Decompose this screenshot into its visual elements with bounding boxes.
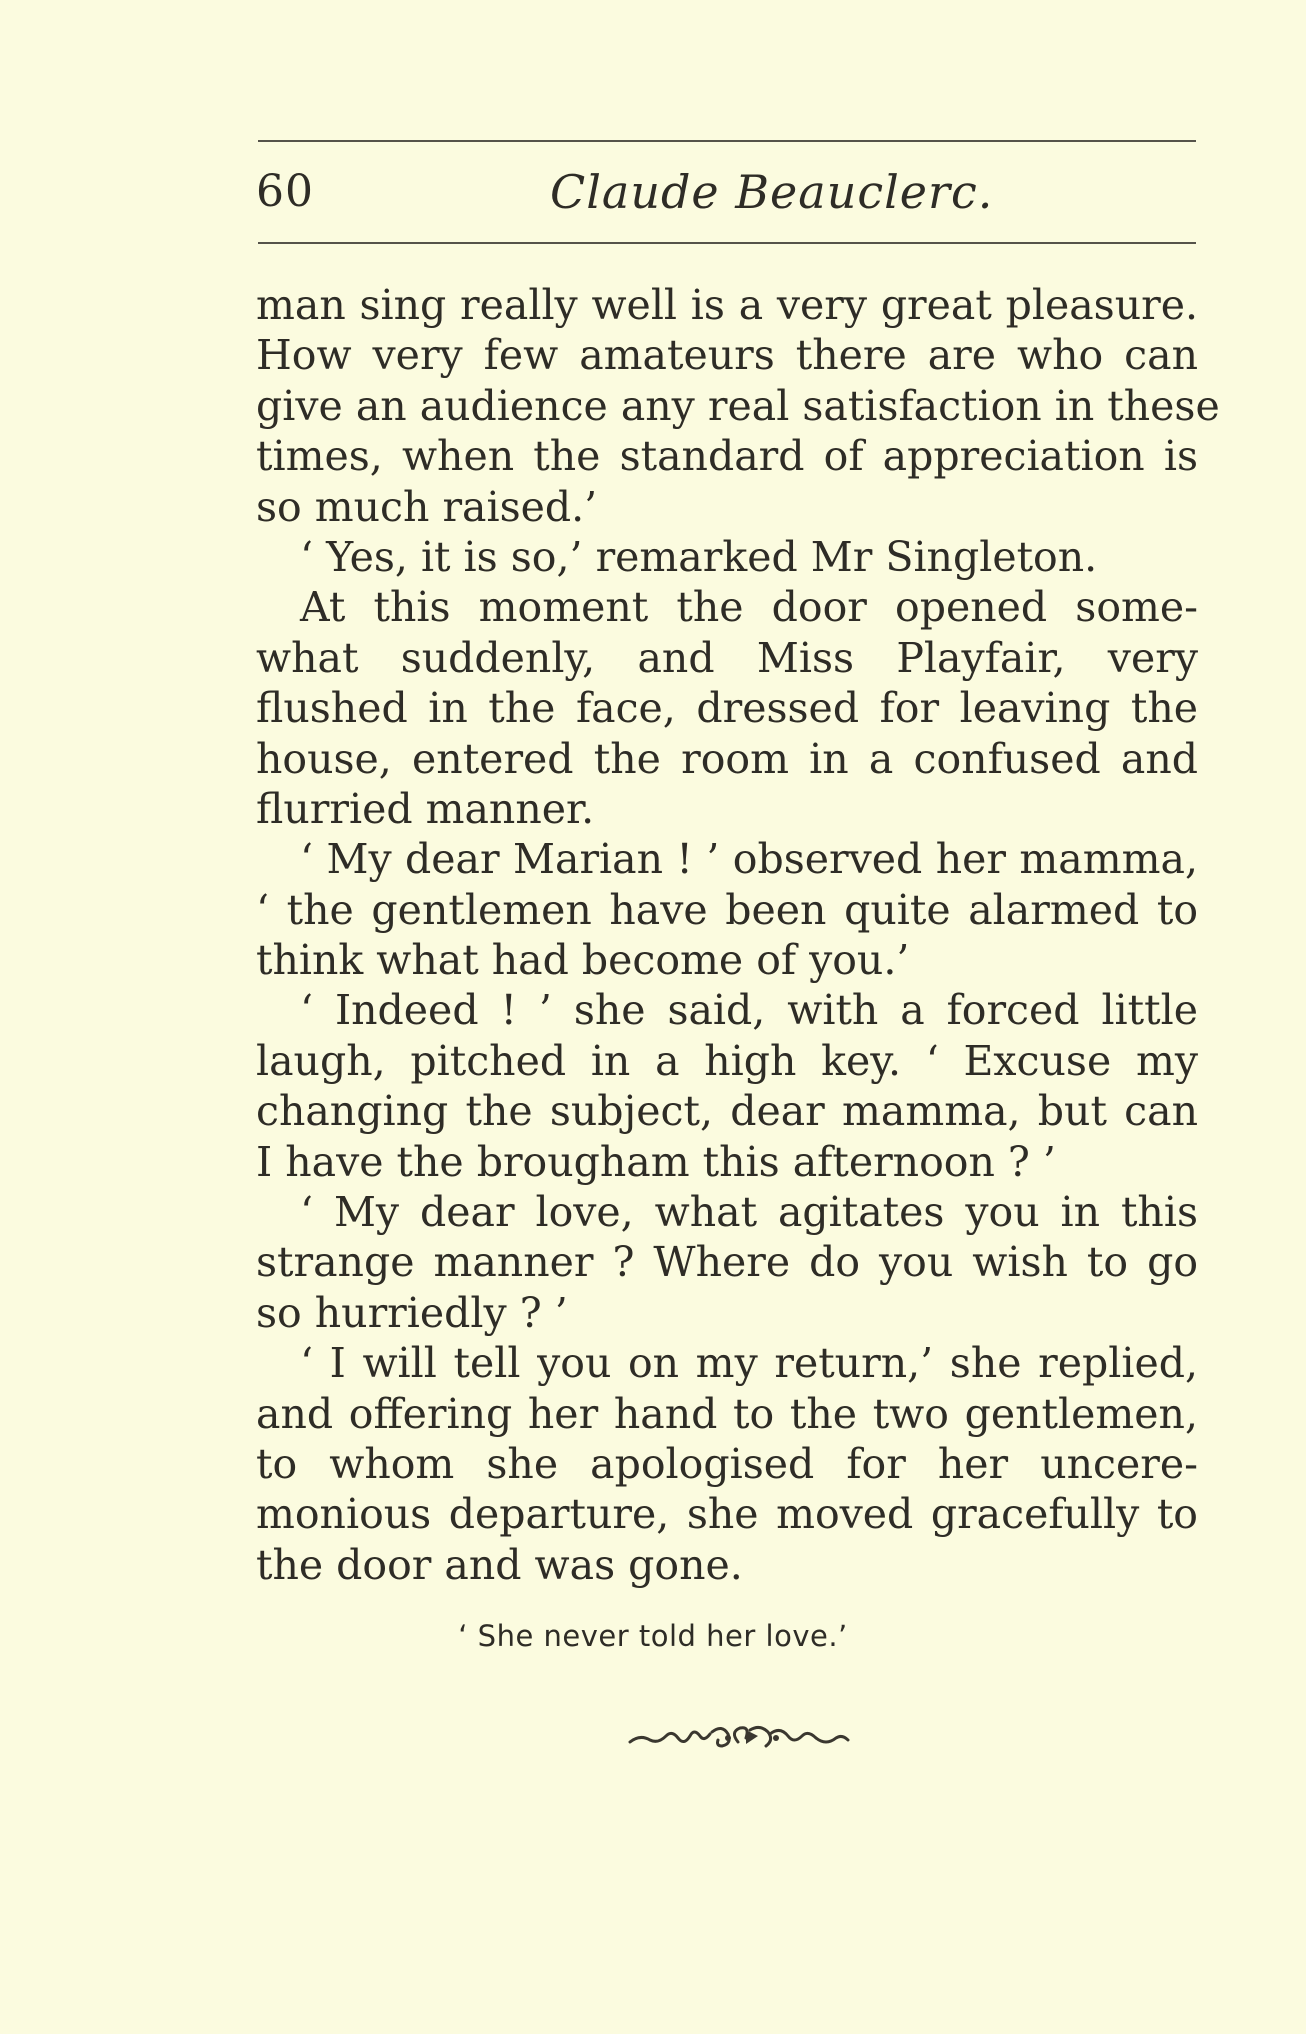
text-line: ‘ the gentlemen have been quite alarmed to (256, 885, 1198, 934)
text-line: house, entered the room in a confused and (256, 734, 1198, 783)
page-number: 60 (256, 166, 314, 217)
text-line: times, when the standard of appreciation is (256, 432, 1198, 481)
text-line: ‘ My dear love, what agitates you in this (300, 1188, 1198, 1237)
text-line: ‘ Yes, it is so,’ remarked Mr Singleton. (300, 532, 1098, 581)
text-line: so much raised.’ (256, 482, 598, 531)
text-line: think what had become of you.’ (256, 936, 910, 985)
ornament-icon (628, 1722, 850, 1756)
text-line: man sing really well is a very great pleasure. (256, 281, 1198, 329)
text-line: strange manner ? Where do you wish to go (256, 1238, 1198, 1287)
text-line: the door and was gone. (256, 1540, 743, 1589)
text-line: and offering her hand to the two gentlemen, (256, 1389, 1198, 1438)
text-line: ‘ Indeed ! ’ she said, with a forced little (300, 986, 1198, 1035)
text-line: How very few amateurs there are who can (256, 331, 1198, 380)
text-line: monious departure, she moved gracefully to (256, 1490, 1198, 1539)
text-line: laugh, pitched in a high key. ‘ Excuse my (256, 1036, 1198, 1085)
text-line: ‘ I will tell you on my return,’ she replied, (300, 1339, 1198, 1388)
text-line: ‘ My dear Marian ! ’ observed her mamma, (300, 835, 1198, 884)
text-line: changing the subject, dear mamma, but can (256, 1087, 1198, 1136)
illustration-caption: ‘ She never told her love.’ (458, 1619, 848, 1653)
text-line: flurried manner. (256, 784, 595, 833)
header-rule-bottom (258, 242, 1196, 244)
text-line: flushed in the face, dressed for leaving the (256, 684, 1198, 733)
text-line: to whom she apologised for her uncere- (256, 1439, 1198, 1488)
text-line: At this moment the door opened some- (300, 583, 1198, 632)
text-line: so hurriedly ? ’ (256, 1288, 568, 1337)
body-text (256, 280, 1220, 1590)
text-line: what suddenly, and Miss Playfair, very (256, 633, 1198, 682)
text-line: I have the brougham this afternoon ? ’ (256, 1137, 1056, 1186)
header-rule-top (258, 140, 1196, 142)
running-title: Claude Beauclerc. (550, 165, 994, 219)
text-line: give an audience any real satisfaction in these (256, 381, 1220, 430)
